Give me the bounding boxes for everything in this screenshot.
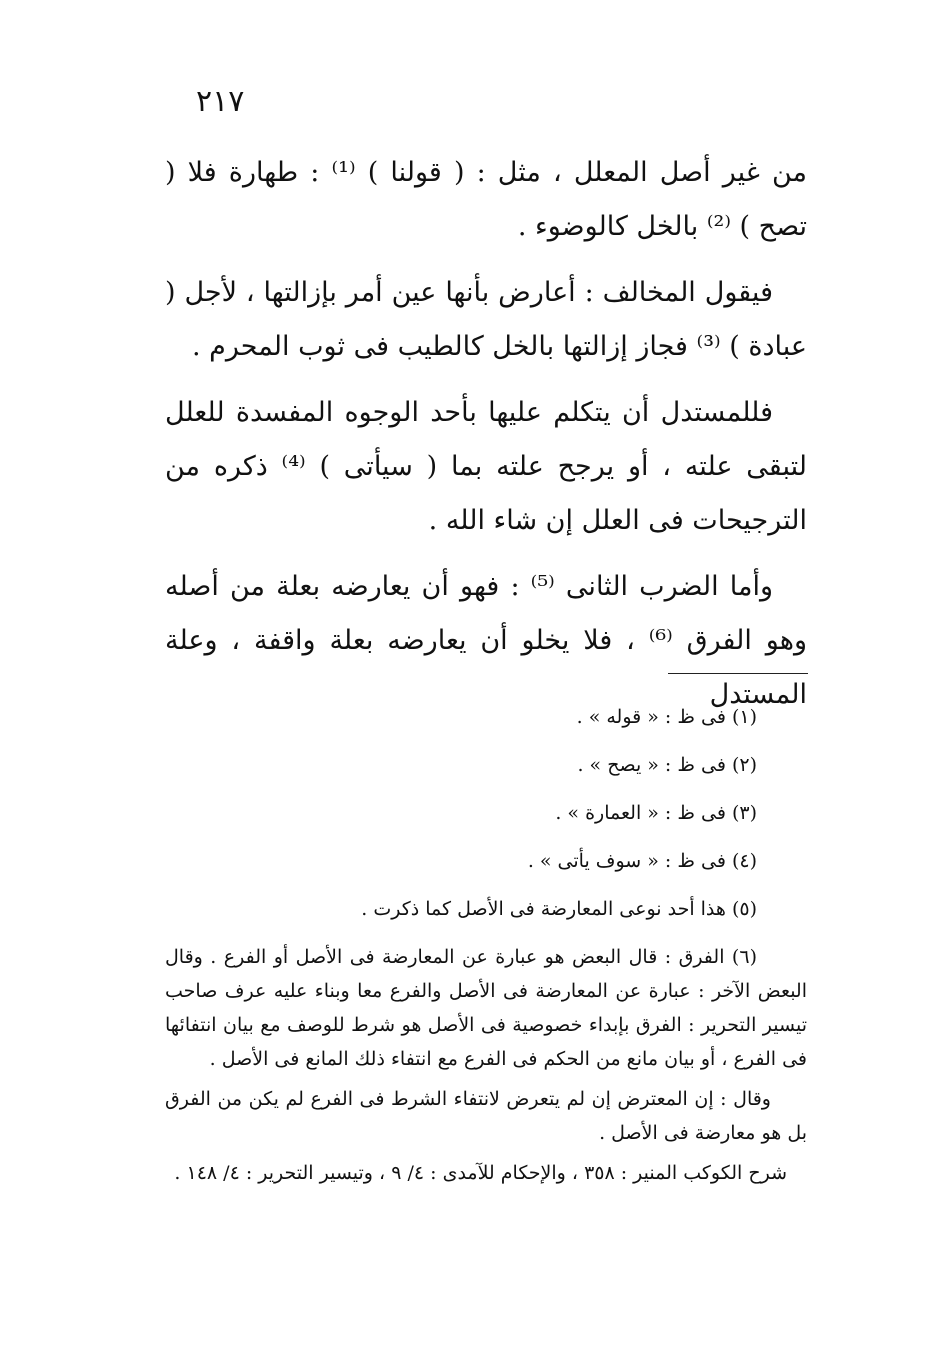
footnote-6-continuation: وقال : إن المعترض إن لم يتعرض لانتفاء الشرط فى الفرع لم يكن من الفرق بل هو معارضة فى الأصل . (165, 1088, 807, 1144)
footnote-3: (٣) فى ظ : « العمارة » . (555, 802, 757, 824)
footnote-6: (٦) الفرق : قال البعض هو عبارة عن المعارضة فى الأصل أو الفرع . وقال البعض الآخر : عبارة عن المعارضة فى الأصل والفرع معا وبناء عليه عرف صاحب تيسير التحرير : الفرق بإبداء خصوصية فى الأصل هو شرط للوصف مع بيان انتفائها فى الفرع ، أو بيان مانع من الحكم فى الفرع مع انتفاء ذلك المانع فى الأصل . (165, 946, 807, 1070)
paragraph-1: من غير أصل المعلل ، مثل : ( قولنا ) ⁽¹⁾ : طهارة فلا ( تصح ) ⁽²⁾ بالخل كالوضوء . (165, 157, 807, 242)
footnote-4: (٤) فى ظ : « سوف يأتى » . (527, 850, 757, 872)
footnotes (165, 700, 807, 1196)
footnote-1: (١) فى ظ : « قوله » . (576, 706, 757, 728)
footnote-separator (668, 673, 808, 674)
footnote-6-sources: شرح الكوكب المنير : ٣٥٨ ، والإحكام للآمدى : ٤/ ٩ ، وتيسير التحرير : ٤/ ١٤٨ . (174, 1162, 787, 1184)
paragraph-3: فللمستدل أن يتكلم عليها بأحد الوجوه المفسدة للعلل لتبقى علته ، أو يرجح علته بما ( سيأتى ) ⁽⁴⁾ ذكره من الترجيحات فى العلل إن شاء الله . (165, 397, 807, 536)
page-number: ٢١٧ (196, 84, 245, 119)
paragraph-2: فيقول المخالف : أعارض بأنها عين أمر بإزالتها ، لأجل ( عبادة ) ⁽³⁾ فجاز إزالتها بالخل كالطيب فى ثوب المحرم . (165, 277, 807, 362)
paragraph-4: وأما الضرب الثانى ⁽⁵⁾ : فهو أن يعارضه بعلة من أصله وهو الفرق ⁽⁶⁾ ، فلا يخلو أن يعارضه بعلة واقفة ، وعلة المستدل (165, 571, 807, 710)
footnote-5: (٥) هذا أحد نوعى المعارضة فى الأصل كما ذكرت . (361, 898, 757, 920)
footnote-2: (٢) فى ظ : « يصح » . (577, 754, 757, 776)
main-text (165, 146, 807, 734)
